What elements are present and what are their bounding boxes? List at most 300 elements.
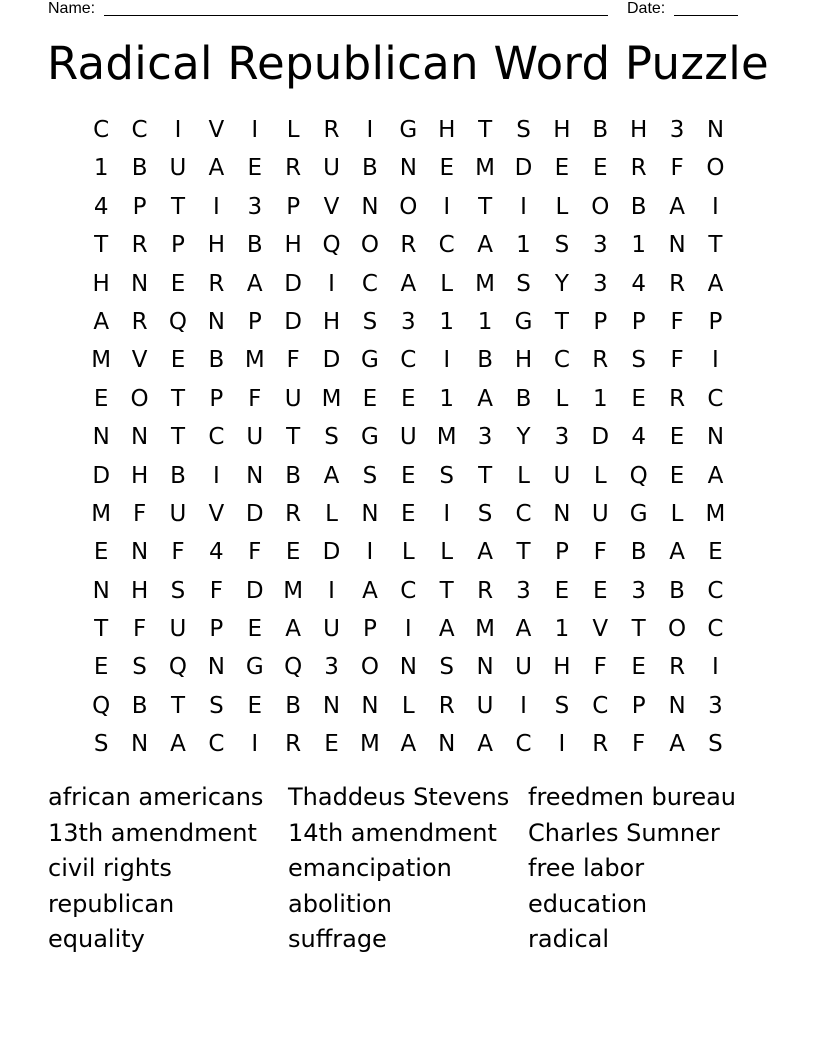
grid-letter[interactable]: U <box>323 155 340 182</box>
grid-letter[interactable]: A <box>93 308 110 335</box>
grid-letter[interactable]: E <box>401 385 416 412</box>
grid-letter[interactable]: B <box>246 232 263 259</box>
grid-letter[interactable]: M <box>283 577 304 604</box>
grid-letter[interactable]: U <box>169 500 187 527</box>
grid-letter[interactable]: E <box>93 539 109 566</box>
grid-letter[interactable]: M <box>321 385 342 412</box>
grid-letter[interactable]: L <box>593 462 607 489</box>
grid-letter[interactable]: I <box>251 731 259 758</box>
grid-letter[interactable]: R <box>131 308 148 335</box>
grid-letter[interactable]: 4 <box>631 270 646 297</box>
grid-letter[interactable]: H <box>284 232 302 259</box>
grid-letter[interactable]: A <box>477 385 493 412</box>
grid-letter[interactable]: U <box>515 654 532 681</box>
grid-letter[interactable]: I <box>520 193 527 220</box>
grid-letter[interactable]: R <box>438 692 455 719</box>
grid-letter[interactable]: E <box>669 462 685 489</box>
grid-letter[interactable]: D <box>245 577 264 604</box>
grid-letter[interactable]: E <box>170 347 186 374</box>
grid-letter[interactable]: F <box>670 347 684 374</box>
grid-letter[interactable]: H <box>130 577 149 604</box>
grid-letter[interactable]: N <box>92 424 110 451</box>
grid-letter[interactable]: L <box>401 692 415 719</box>
grid-letter[interactable]: I <box>404 616 412 643</box>
grid-letter[interactable]: D <box>245 500 264 527</box>
grid-letter[interactable]: A <box>669 539 685 566</box>
grid-letter[interactable]: D <box>322 539 341 566</box>
grid-letter[interactable]: I <box>520 692 527 719</box>
grid-letter[interactable]: B <box>630 193 647 220</box>
grid-letter[interactable]: 1 <box>93 155 109 182</box>
grid-letter[interactable]: C <box>93 117 110 143</box>
grid-letter[interactable]: L <box>440 270 454 297</box>
grid-letter[interactable]: B <box>477 347 493 374</box>
grid-letter[interactable]: 3 <box>247 193 263 220</box>
grid-letter[interactable]: C <box>707 577 724 604</box>
grid-letter[interactable]: A <box>669 731 685 758</box>
grid-letter[interactable]: T <box>478 117 493 143</box>
grid-letter[interactable]: R <box>323 117 340 143</box>
grid-letter[interactable]: E <box>170 270 186 297</box>
grid-letter[interactable]: E <box>93 654 109 681</box>
word-bank <box>48 780 768 958</box>
grid-letter[interactable]: I <box>712 193 719 220</box>
grid-letter[interactable]: A <box>285 616 302 643</box>
grid-letter[interactable]: O <box>668 616 687 643</box>
grid-letter[interactable]: T <box>478 462 493 489</box>
grid-letter[interactable]: Q <box>629 462 648 489</box>
grid-letter[interactable]: B <box>131 155 148 182</box>
grid-letter[interactable]: 4 <box>93 193 109 220</box>
grid-letter[interactable]: D <box>514 155 533 182</box>
grid-letter[interactable]: P <box>209 616 224 643</box>
grid-letter[interactable]: Y <box>516 424 531 451</box>
grid-letter[interactable]: V <box>131 347 148 374</box>
grid-letter[interactable]: N <box>130 731 149 758</box>
grid-letter[interactable]: B <box>630 539 647 566</box>
grid-letter[interactable]: S <box>362 308 378 335</box>
grid-letter[interactable]: B <box>669 577 685 604</box>
grid-letter[interactable]: G <box>361 424 379 451</box>
grid-letter[interactable]: G <box>514 308 533 335</box>
grid-letter[interactable]: B <box>208 347 225 374</box>
grid-letter[interactable]: C <box>361 270 378 297</box>
grid-letter[interactable]: L <box>440 539 454 566</box>
grid-letter[interactable]: P <box>362 616 377 643</box>
grid-letter[interactable]: 3 <box>516 577 531 604</box>
word-search-grid <box>82 111 736 764</box>
grid-letter[interactable]: I <box>443 347 451 374</box>
grid-letter[interactable]: A <box>400 731 417 758</box>
grid-letter[interactable]: R <box>285 731 302 758</box>
grid-letter[interactable]: Q <box>92 692 111 719</box>
grid-letter[interactable]: S <box>324 424 339 451</box>
grid-letter[interactable]: Q <box>322 232 341 259</box>
grid-letter[interactable]: S <box>554 232 570 259</box>
grid-letter[interactable]: U <box>169 155 187 182</box>
grid-letter[interactable]: N <box>130 424 149 451</box>
grid-letter[interactable]: R <box>131 232 148 259</box>
grid-letter[interactable]: T <box>170 424 185 451</box>
name-blank-line[interactable] <box>104 15 608 16</box>
grid-letter[interactable]: I <box>328 270 335 297</box>
grid-letter[interactable]: A <box>208 155 225 182</box>
grid-letter[interactable]: U <box>553 462 571 489</box>
grid-letter[interactable]: G <box>361 347 379 374</box>
grid-letter[interactable]: R <box>208 270 225 297</box>
grid-letter[interactable]: L <box>670 500 684 527</box>
grid-letter[interactable]: A <box>438 616 455 643</box>
grid-letter[interactable]: E <box>439 155 454 182</box>
grid-letter[interactable]: F <box>593 539 607 566</box>
grid-letter[interactable]: S <box>209 692 224 719</box>
grid-letter[interactable]: 3 <box>708 692 723 719</box>
grid-letter[interactable]: C <box>515 500 532 527</box>
grid-letter[interactable]: S <box>132 654 147 681</box>
grid-letter[interactable]: A <box>170 731 186 758</box>
grid-letter[interactable]: V <box>208 500 225 527</box>
grid-letter[interactable]: I <box>712 654 719 681</box>
grid-letter[interactable]: B <box>362 155 378 182</box>
grid-letter[interactable]: F <box>248 385 262 412</box>
grid-letter[interactable]: N <box>553 500 571 527</box>
grid-letter[interactable]: Q <box>168 654 188 681</box>
grid-row <box>82 687 736 725</box>
grid-letter[interactable]: E <box>247 692 263 719</box>
grid-letter[interactable]: M <box>91 500 112 527</box>
grid-letter[interactable]: A <box>669 193 685 220</box>
grid-letter[interactable]: T <box>554 308 569 335</box>
grid-letter[interactable]: C <box>438 232 455 259</box>
grid-letter[interactable]: N <box>668 692 686 719</box>
word-bank-item: suffrage <box>288 925 387 954</box>
grid-letter[interactable]: H <box>130 462 149 489</box>
grid-letter[interactable]: U <box>169 616 187 643</box>
grid-letter[interactable]: N <box>207 654 225 681</box>
grid-letter[interactable]: A <box>477 232 493 259</box>
grid-letter[interactable]: R <box>477 577 494 604</box>
grid-letter[interactable]: T <box>94 616 109 643</box>
grid-letter[interactable]: 4 <box>631 424 646 451</box>
date-blank-line[interactable] <box>674 15 738 16</box>
grid-letter[interactable]: C <box>400 347 417 374</box>
grid-letter[interactable]: F <box>670 308 684 335</box>
grid-letter[interactable]: U <box>246 424 264 451</box>
grid-letter[interactable]: F <box>670 155 684 182</box>
grid-letter[interactable]: U <box>591 500 609 527</box>
grid-letter[interactable]: L <box>286 117 300 143</box>
grid-letter[interactable]: N <box>706 117 725 143</box>
grid-letter[interactable]: 1 <box>516 232 531 259</box>
grid-letter[interactable]: I <box>212 193 220 220</box>
grid-letter[interactable]: 4 <box>209 539 224 566</box>
grid-letter[interactable]: U <box>476 692 494 719</box>
grid-letter[interactable]: M <box>360 731 380 758</box>
grid-letter[interactable]: O <box>360 232 379 259</box>
grid-letter[interactable]: I <box>366 117 374 143</box>
grid-letter[interactable]: T <box>94 232 109 259</box>
grid-letter[interactable]: I <box>443 193 451 220</box>
grid-letter[interactable]: S <box>439 654 455 681</box>
grid-letter[interactable]: C <box>553 347 570 374</box>
grid-letter[interactable]: E <box>362 385 378 412</box>
grid-letter[interactable]: I <box>712 347 719 374</box>
grid-letter[interactable]: G <box>245 654 264 681</box>
grid-letter[interactable]: S <box>516 270 531 297</box>
grid-letter[interactable]: I <box>251 117 259 143</box>
grid-letter[interactable]: B <box>285 462 302 489</box>
grid-letter[interactable]: E <box>669 424 685 451</box>
grid-letter[interactable]: 3 <box>592 270 608 297</box>
grid-letter[interactable]: E <box>554 155 570 182</box>
grid-letter[interactable]: 3 <box>477 424 493 451</box>
grid-letter[interactable]: N <box>361 692 379 719</box>
grid-letter[interactable]: T <box>286 424 301 451</box>
grid-letter[interactable]: E <box>324 731 339 758</box>
grid-letter[interactable]: T <box>170 193 185 220</box>
grid-letter[interactable]: S <box>170 577 186 604</box>
grid-letter[interactable]: H <box>92 270 110 297</box>
grid-letter[interactable]: F <box>632 731 646 758</box>
grid-letter[interactable]: F <box>286 347 300 374</box>
grid-letter[interactable]: C <box>592 692 609 719</box>
grid-letter[interactable]: R <box>630 155 647 182</box>
grid-letter[interactable]: H <box>438 117 456 143</box>
grid-letter[interactable]: H <box>207 232 226 259</box>
grid-letter[interactable]: R <box>285 155 302 182</box>
grid-letter[interactable]: S <box>708 731 723 758</box>
grid-letter[interactable]: D <box>591 424 610 451</box>
grid-letter[interactable]: T <box>170 385 185 412</box>
grid-letter[interactable]: A <box>246 270 263 297</box>
grid-letter[interactable]: A <box>400 270 417 297</box>
grid-letter[interactable]: A <box>477 731 493 758</box>
grid-letter[interactable]: V <box>208 117 225 143</box>
grid-letter[interactable]: F <box>248 539 262 566</box>
grid-letter[interactable]: V <box>323 193 340 220</box>
grid-letter[interactable]: H <box>630 117 648 143</box>
grid-letter[interactable]: E <box>554 577 570 604</box>
grid-letter[interactable]: D <box>92 462 111 489</box>
grid-letter[interactable]: V <box>592 616 609 643</box>
grid-letter[interactable]: I <box>174 117 182 143</box>
grid-letter[interactable]: D <box>322 347 341 374</box>
grid-letter[interactable]: C <box>707 616 724 643</box>
grid-letter[interactable]: M <box>244 347 265 374</box>
grid-letter[interactable]: T <box>439 577 454 604</box>
grid-letter[interactable]: M <box>436 424 457 451</box>
grid-letter[interactable]: I <box>558 731 566 758</box>
grid-letter[interactable]: M <box>475 155 496 182</box>
grid-letter[interactable]: P <box>171 232 185 259</box>
grid-letter[interactable]: Q <box>168 308 188 335</box>
grid-row <box>82 303 736 341</box>
grid-letter[interactable]: N <box>361 500 379 527</box>
grid-letter[interactable]: A <box>707 462 724 489</box>
grid-letter[interactable]: E <box>708 539 723 566</box>
grid-letter[interactable]: A <box>515 616 532 643</box>
grid-letter[interactable]: T <box>631 616 646 643</box>
grid-letter[interactable]: P <box>593 308 608 335</box>
grid-letter[interactable]: 1 <box>631 232 646 259</box>
grid-letter[interactable]: C <box>208 731 225 758</box>
grid-letter[interactable]: O <box>706 155 725 182</box>
grid-letter[interactable]: 3 <box>324 654 339 681</box>
grid-letter[interactable]: 1 <box>477 308 493 335</box>
word-bank-item: free labor <box>528 854 645 883</box>
grid-letter[interactable]: P <box>631 692 646 719</box>
grid-letter[interactable]: 3 <box>592 232 608 259</box>
grid-letter[interactable]: N <box>130 539 149 566</box>
grid-letter[interactable]: E <box>285 539 301 566</box>
grid-letter[interactable]: F <box>171 539 185 566</box>
grid-letter[interactable]: E <box>631 385 646 412</box>
grid-letter[interactable]: D <box>284 270 302 297</box>
grid-letter[interactable]: S <box>516 117 531 143</box>
grid-letter[interactable]: C <box>131 117 148 143</box>
grid-letter[interactable]: M <box>475 616 496 643</box>
grid-letter[interactable]: D <box>284 308 302 335</box>
grid-letter[interactable]: E <box>631 654 646 681</box>
grid-letter[interactable]: P <box>708 308 723 335</box>
grid-letter[interactable]: T <box>516 539 531 566</box>
grid-letter[interactable]: U <box>399 424 417 451</box>
grid-letter[interactable]: E <box>247 616 263 643</box>
grid-letter[interactable]: R <box>669 385 686 412</box>
grid-letter[interactable]: P <box>554 539 569 566</box>
grid-letter[interactable]: E <box>247 155 263 182</box>
grid-letter[interactable]: O <box>399 193 418 220</box>
grid-letter[interactable]: 3 <box>401 308 416 335</box>
grid-letter[interactable]: H <box>322 308 341 335</box>
grid-letter[interactable]: C <box>515 731 532 758</box>
grid-letter[interactable]: M <box>705 500 726 527</box>
grid-letter[interactable]: L <box>325 500 338 527</box>
grid-letter[interactable]: T <box>708 232 723 259</box>
grid-letter[interactable]: R <box>669 270 686 297</box>
grid-letter[interactable]: G <box>629 500 648 527</box>
grid-letter[interactable]: O <box>591 193 610 220</box>
grid-letter[interactable]: L <box>517 462 530 489</box>
grid-letter[interactable]: C <box>208 424 225 451</box>
grid-letter[interactable]: A <box>707 270 724 297</box>
grid-letter[interactable]: Y <box>554 270 569 297</box>
grid-letter[interactable]: T <box>478 193 493 220</box>
grid-letter[interactable]: S <box>362 462 378 489</box>
grid-letter[interactable]: 1 <box>592 385 608 412</box>
grid-letter[interactable]: N <box>706 424 725 451</box>
grid-letter[interactable]: F <box>132 616 147 643</box>
grid-letter[interactable]: Q <box>284 654 303 681</box>
grid-letter[interactable]: R <box>592 731 609 758</box>
grid-letter[interactable]: P <box>247 308 262 335</box>
grid-letter[interactable]: M <box>91 347 112 374</box>
grid-letter[interactable]: I <box>212 462 220 489</box>
grid-letter[interactable]: E <box>401 462 416 489</box>
grid-letter[interactable]: E <box>93 385 109 412</box>
grid-letter[interactable]: S <box>554 692 570 719</box>
grid-letter[interactable]: P <box>631 308 646 335</box>
grid-row <box>82 533 736 571</box>
grid-letter[interactable]: C <box>400 577 417 604</box>
grid-letter[interactable]: 3 <box>554 424 570 451</box>
grid-letter[interactable]: B <box>285 692 302 719</box>
grid-letter[interactable]: P <box>132 193 147 220</box>
grid-letter[interactable]: N <box>361 193 379 220</box>
grid-letter[interactable]: L <box>555 385 569 412</box>
grid-letter[interactable]: S <box>631 347 646 374</box>
grid-letter[interactable]: H <box>553 654 571 681</box>
grid-letter[interactable]: E <box>593 155 608 182</box>
grid-letter[interactable]: L <box>401 539 415 566</box>
grid-letter[interactable]: I <box>366 539 374 566</box>
grid-letter[interactable]: U <box>284 385 302 412</box>
grid-letter[interactable]: M <box>475 270 496 297</box>
grid-letter[interactable]: A <box>323 462 340 489</box>
grid-row <box>82 188 736 226</box>
grid-letter[interactable]: U <box>323 616 340 643</box>
grid-letter[interactable]: P <box>209 385 224 412</box>
grid-letter[interactable]: N <box>476 654 494 681</box>
grid-letter[interactable]: F <box>132 500 147 527</box>
grid-letter[interactable]: F <box>593 654 607 681</box>
grid-letter[interactable]: 1 <box>439 385 455 412</box>
grid-letter[interactable]: I <box>443 500 451 527</box>
grid-letter[interactable]: N <box>399 155 417 182</box>
grid-letter[interactable]: B <box>131 692 148 719</box>
grid-letter[interactable]: R <box>669 654 686 681</box>
grid-letter[interactable]: I <box>328 577 335 604</box>
grid-letter[interactable]: C <box>707 385 724 412</box>
grid-letter[interactable]: R <box>400 232 417 259</box>
grid-letter[interactable]: N <box>438 731 456 758</box>
grid-letter[interactable]: B <box>592 117 609 143</box>
grid-letter[interactable]: 3 <box>631 577 646 604</box>
grid-letter[interactable]: O <box>360 654 379 681</box>
grid-letter[interactable]: E <box>401 500 416 527</box>
grid-letter[interactable]: S <box>93 731 109 758</box>
grid-letter[interactable]: N <box>207 308 225 335</box>
grid-letter[interactable]: H <box>514 347 533 374</box>
grid-letter[interactable]: H <box>553 117 571 143</box>
grid-letter[interactable]: 3 <box>669 117 685 143</box>
grid-letter[interactable]: A <box>362 577 378 604</box>
grid-letter[interactable]: F <box>209 577 223 604</box>
grid-letter[interactable]: B <box>515 385 532 412</box>
grid-letter[interactable]: N <box>92 577 110 604</box>
grid-letter[interactable]: 1 <box>554 616 570 643</box>
grid-letter[interactable]: B <box>170 462 186 489</box>
grid-letter[interactable]: N <box>322 692 341 719</box>
grid-letter[interactable]: N <box>130 270 149 297</box>
grid-letter[interactable]: P <box>286 193 301 220</box>
grid-letter[interactable]: R <box>592 347 609 374</box>
grid-letter[interactable]: S <box>439 462 455 489</box>
grid-letter[interactable]: E <box>593 577 608 604</box>
grid-letter[interactable]: G <box>399 117 418 143</box>
grid-letter[interactable]: 1 <box>439 308 455 335</box>
grid-letter[interactable]: L <box>555 193 569 220</box>
grid-letter[interactable]: N <box>246 462 264 489</box>
grid-letter[interactable]: N <box>668 232 686 259</box>
grid-letter[interactable]: O <box>130 385 149 412</box>
grid-letter[interactable]: S <box>477 500 493 527</box>
grid-letter[interactable]: T <box>170 692 185 719</box>
word-bank-item: republican <box>48 889 175 918</box>
grid-letter[interactable]: R <box>285 500 302 527</box>
grid-letter[interactable]: N <box>399 654 417 681</box>
grid-letter[interactable]: A <box>477 539 493 566</box>
